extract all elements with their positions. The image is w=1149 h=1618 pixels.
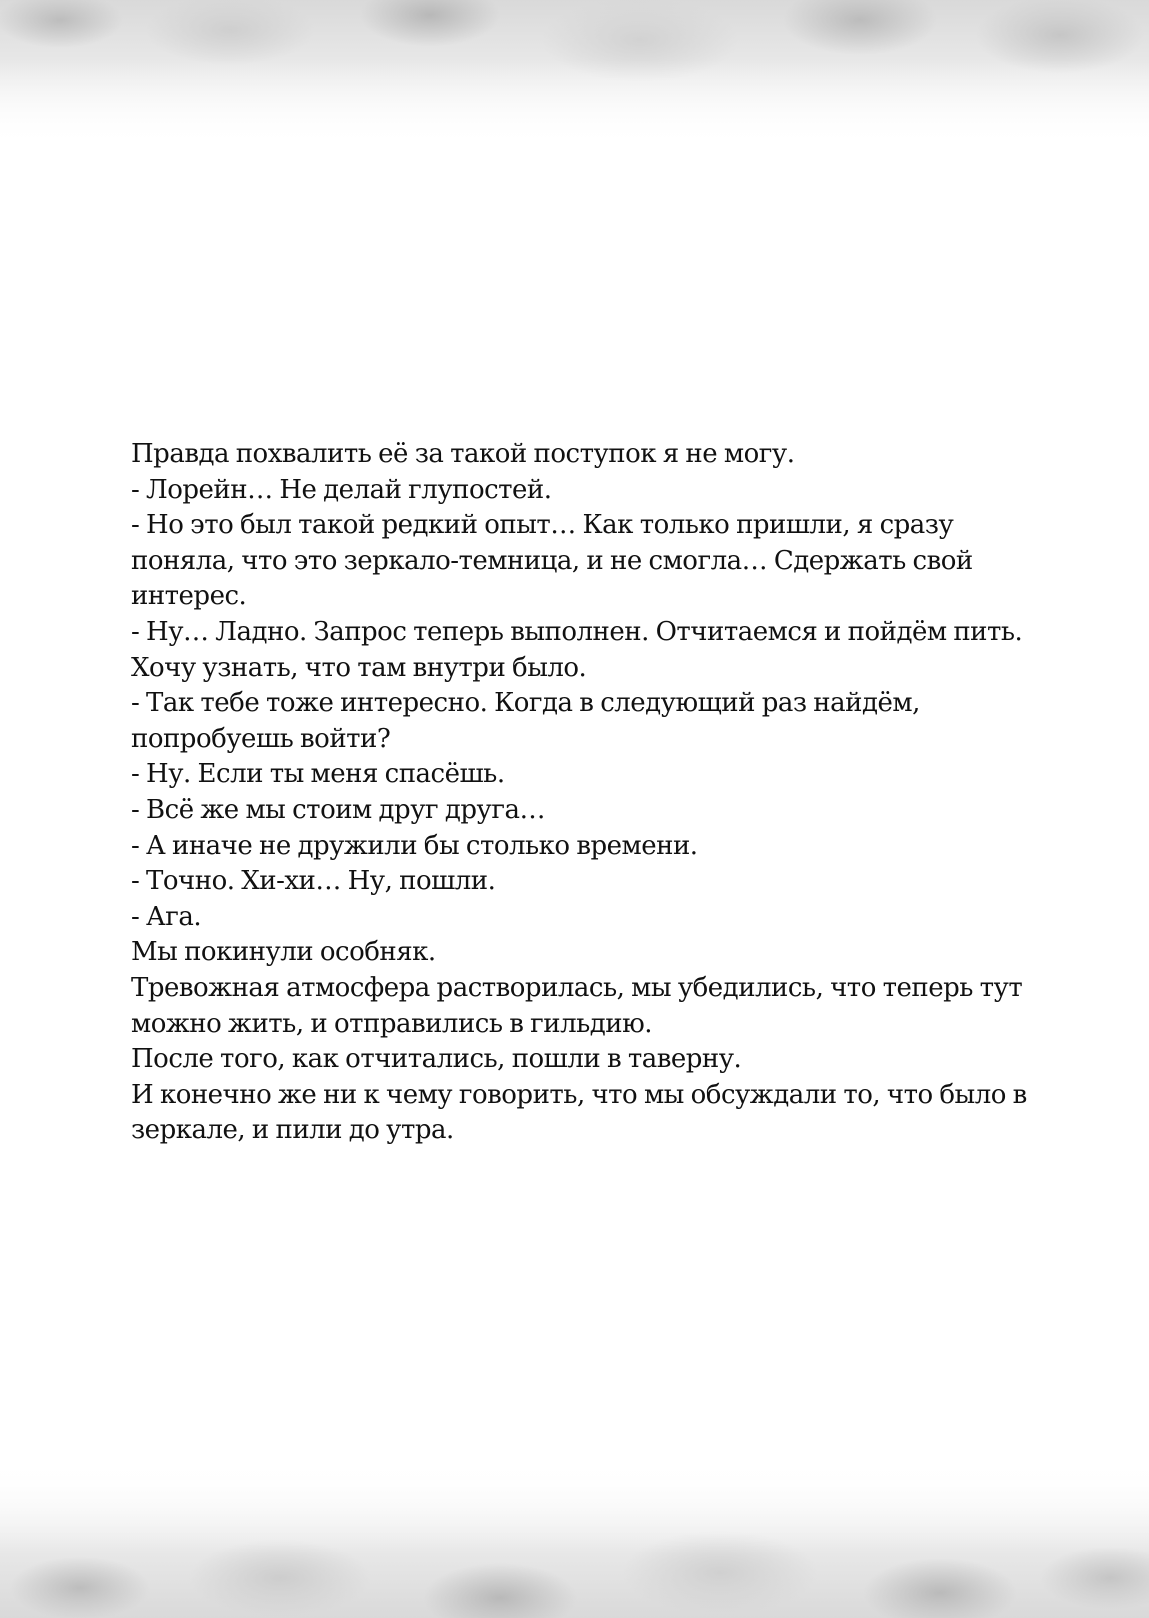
- paragraph: - Но это был такой редкий опыт… Как только пришли, я сразу поняла, что это зеркало-темница, и не смогла… Сдержать свой интерес.: [131, 510, 973, 612]
- top-stone-texture: [0, 0, 1149, 150]
- document-body: [131, 437, 1031, 1149]
- paragraph: - Точно. Хи-хи… Ну, пошли.: [131, 866, 496, 897]
- paragraph: - Лорейн… Не делай глупостей.: [131, 474, 552, 505]
- paragraph: - Всё же мы стоим друг друга…: [131, 794, 545, 825]
- paragraph: Правда похвалить её за такой поступок я не могу.: [131, 439, 795, 469]
- paragraph: - Так тебе тоже интересно. Когда в следующий раз найдём, попробуешь войти?: [131, 688, 920, 754]
- paragraph: И конечно же ни к чему говорить, что мы обсуждали то, что было в зеркале, и пили до утра.: [131, 1079, 1027, 1146]
- paragraph: После того, как отчитались, пошли в таверну.: [131, 1044, 742, 1075]
- paragraph: - Ага.: [131, 901, 202, 932]
- bottom-stone-texture: [0, 1458, 1149, 1618]
- paragraph: Мы покинули особняк.: [131, 937, 436, 968]
- paragraph: Тревожная атмосфера растворилась, мы убедились, что теперь тут можно жить, и отправились в гильдию.: [131, 972, 1023, 1039]
- paragraph: - А иначе не дружили бы столько времени.: [131, 830, 698, 861]
- paragraph: - Ну. Если ты меня спасёшь.: [131, 759, 505, 790]
- paragraph: - Ну… Ладно. Запрос теперь выполнен. Отчитаемся и пойдём пить. Хочу узнать, что там внутри было.: [131, 616, 1023, 683]
